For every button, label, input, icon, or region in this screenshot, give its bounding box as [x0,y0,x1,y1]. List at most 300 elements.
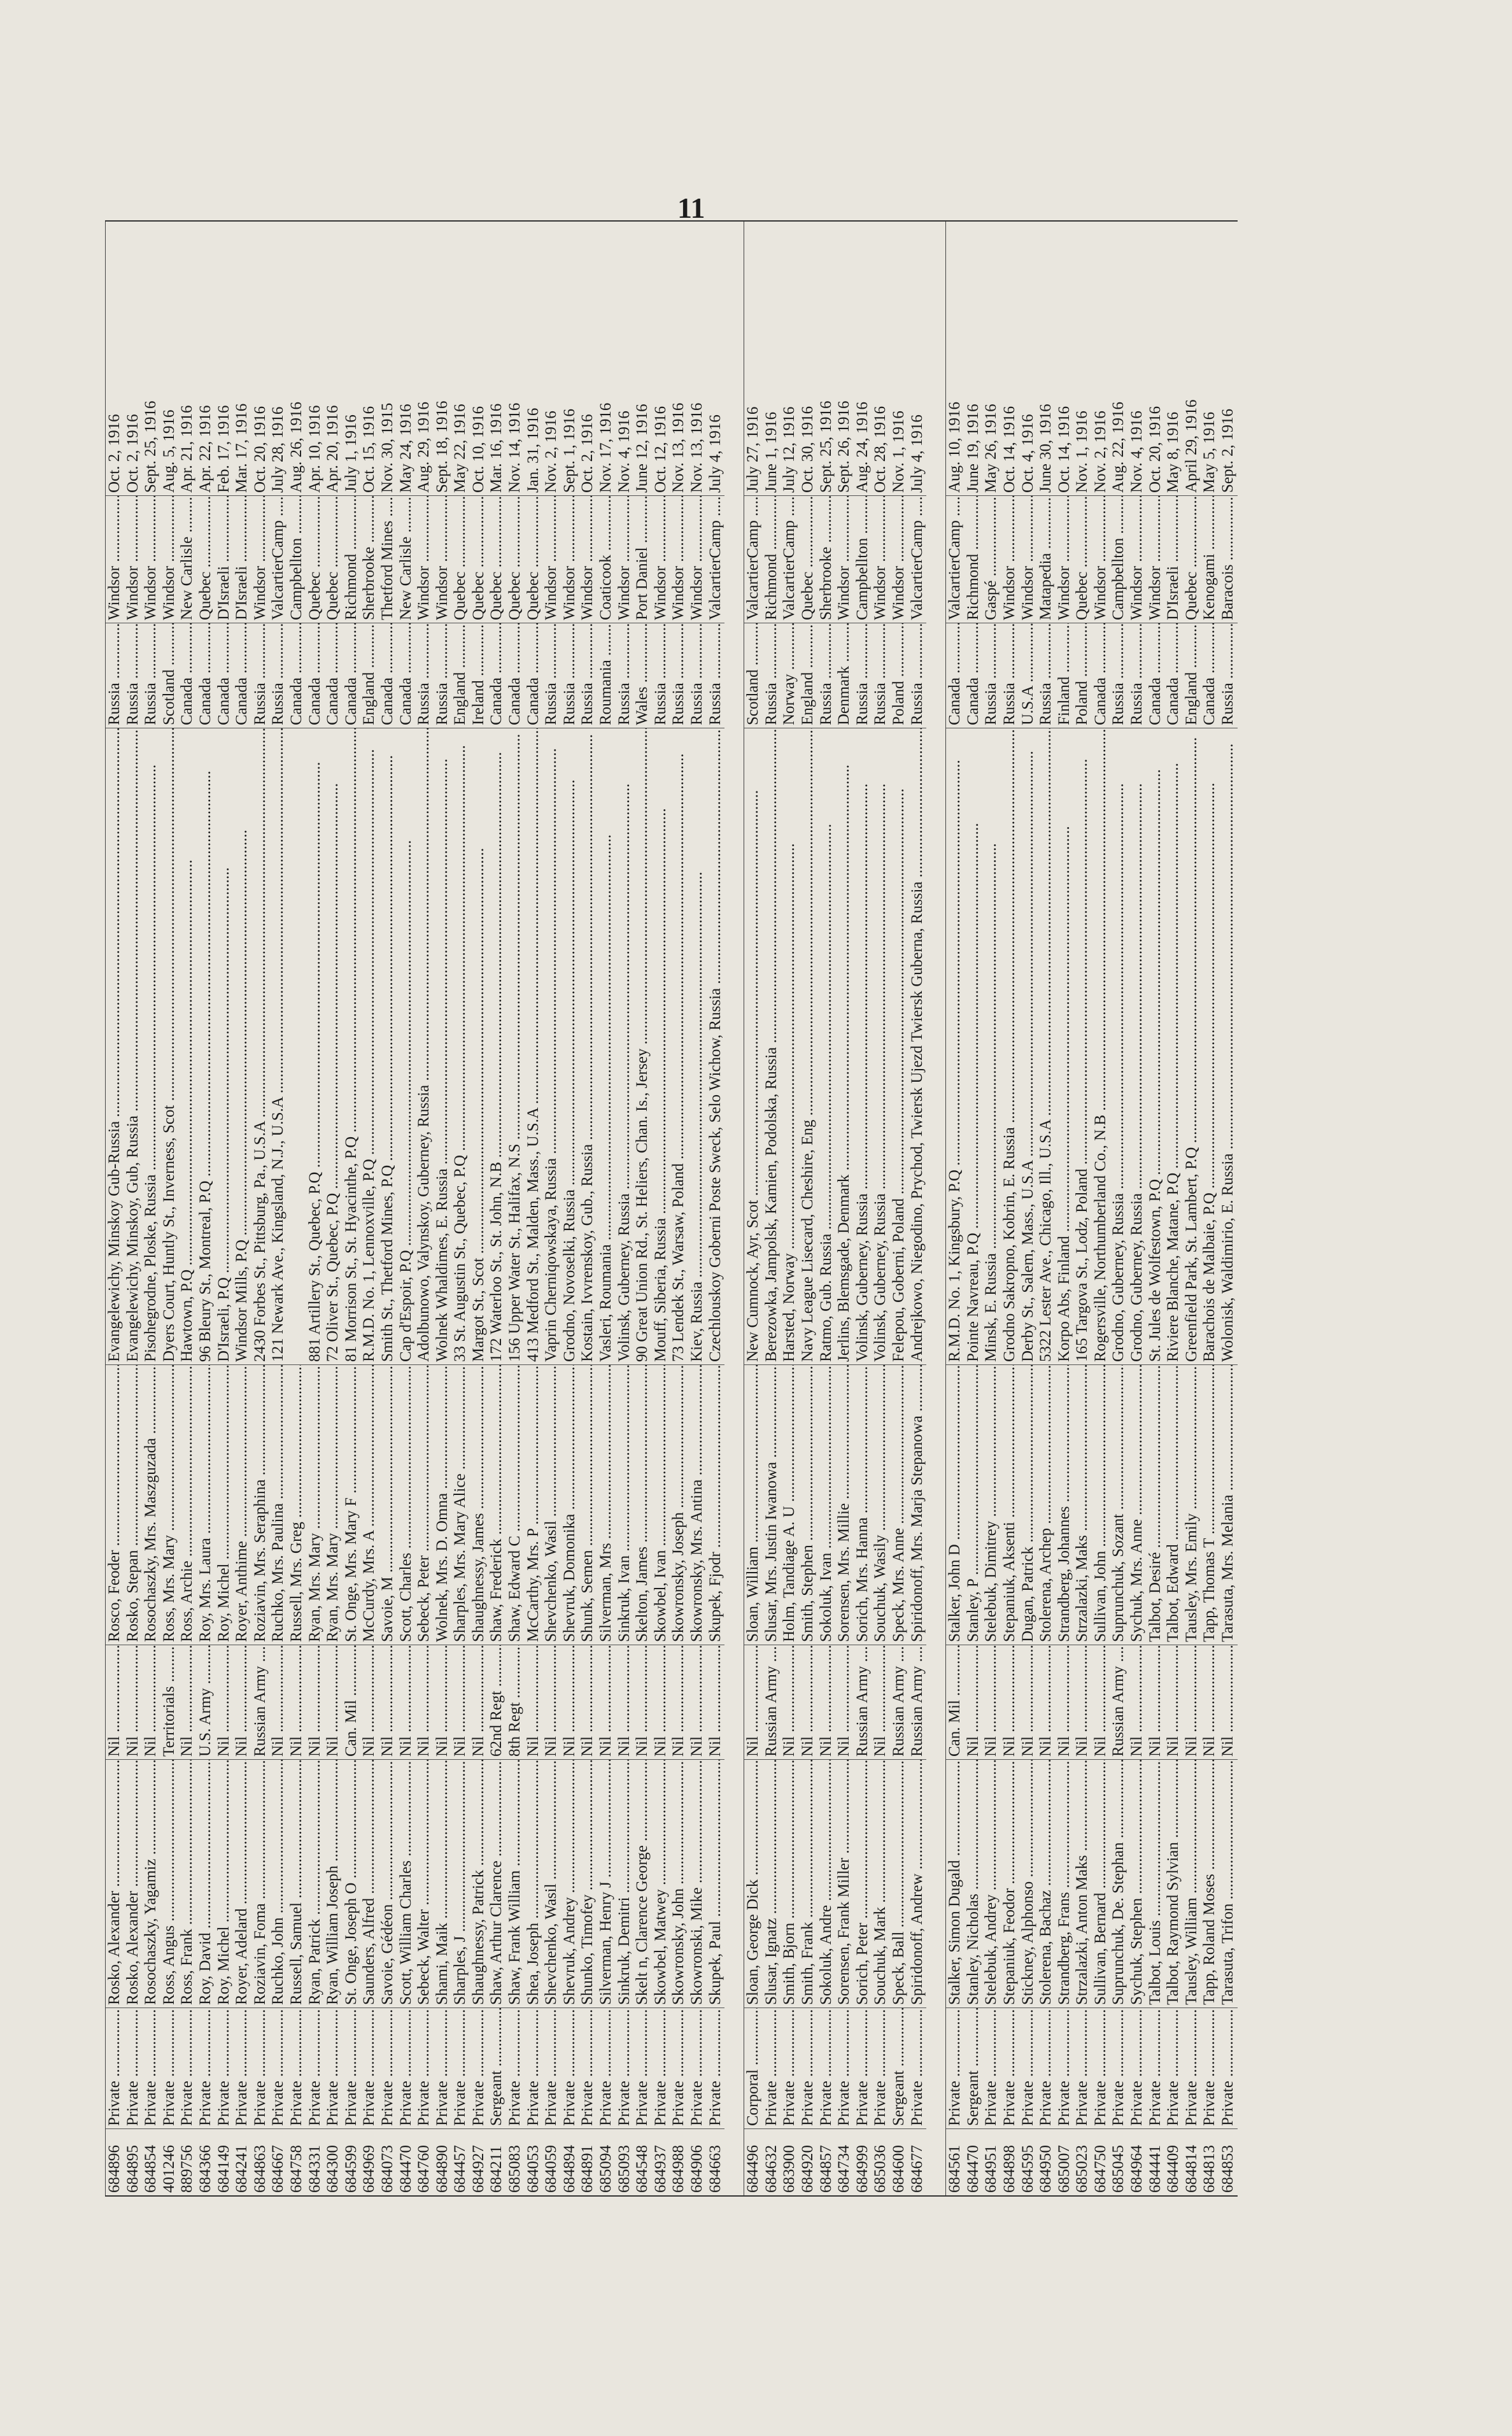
rank-cell: Private ..... [178,2008,197,2128]
previous-service-cell: Nil ..... [982,1645,1001,1759]
table-row [1128,222,1147,2195]
previous-service-cell: Nil ..... [415,1645,434,1759]
previous-service-cell: Nil ..... [1164,1645,1183,1759]
address-cell: Ratmo, Gub. Russia ..... [817,728,836,1364]
table-row [1019,222,1038,2195]
country-of-birth-cell: Russia ..... [652,623,670,728]
table-row [434,222,452,2195]
soldier-name-cell: Sinkruk, Demitri ..... [616,1759,634,2008]
rank-cell: Private ..... [1092,2008,1110,2128]
next-of-kin-cell: Sloan, William ..... [744,1364,763,1645]
next-of-kin-cell: Shaw, Frederick ..... [488,1364,506,1645]
next-of-kin-cell: Strzalazki, Maks ..... [1073,1364,1092,1645]
place-of-enlistment-cell: Quebec ..... [525,495,543,623]
rank-cell: Private ..... [306,2008,325,2128]
place-of-enlistment-cell: ValcartierCamp ..... [946,495,964,623]
table-row [854,222,872,2195]
soldier-name-cell: Shevchenko, Wasil ..... [542,1759,561,2008]
regimental-number-cell: 684734 [835,2128,854,2195]
rank-cell: Private ..... [1056,2008,1074,2128]
next-of-kin-cell: Slusar, Mrs. Justin Iwanowa ..... [763,1364,781,1645]
country-of-birth-cell: England ..... [360,623,379,728]
date-of-enlistment-cell: Oct. 10, 1916 [469,406,487,493]
country-of-birth-cell: Russia ..... [124,623,143,728]
place-of-enlistment-cell: Quebec ..... [1183,495,1201,623]
country-of-birth-cell: Canada ..... [215,623,234,728]
place-of-enlistment-cell: ValcartierCamp ..... [781,495,799,623]
rank-cell: Private ..... [854,2008,872,2128]
rank-cell: Private ..... [160,2008,179,2128]
country-of-birth-cell: Russia ..... [1219,623,1238,728]
country-of-birth-cell: Russia ..... [542,623,561,728]
soldier-name-cell: Skupek, Paul ..... [707,1759,725,2008]
regimental-number-cell: 684927 [470,2128,488,2195]
address-cell: Felepou, Goberni, Poland ..... [890,728,908,1364]
address-cell: Volinsk, Guberney, Russia ..... [872,728,890,1364]
address-cell: Kostain, Ivvrenskoy, Gub., Russia ..... [579,728,597,1364]
address-cell: Navy League Lisecard, Cheshire, Eng ..... [799,728,817,1364]
next-of-kin-cell: Shevchenko, Wasil ..... [542,1364,561,1645]
place-of-enlistment-cell: ValcartierCamp ..... [744,495,763,623]
country-of-birth-cell: Canada ..... [343,623,361,728]
soldier-name-cell: Scott, William Charles ..... [397,1759,416,2008]
address-cell: 881 Artillery St., Quebec, P.Q ..... [306,728,325,1364]
next-of-kin-cell: Roziavin, Mrs. Seraphina ..... [251,1364,270,1645]
place-of-enlistment-cell: Windsor ..... [1147,495,1165,623]
next-of-kin-cell: Scott, Charles ..... [397,1364,416,1645]
next-of-kin-cell: Tarasuta, Mrs. Melania ..... [1219,1364,1238,1645]
address-cell: Korpo Abs, Finland ..... [1056,728,1074,1364]
date-of-enlistment-cell: Sept. 2, 1916 [1219,409,1237,493]
next-of-kin-cell: Rosko, Stepan ..... [124,1364,143,1645]
previous-service-cell: Nil ..... [1201,1645,1219,1759]
date-of-enlistment-cell: Jan. 31, 1916 [524,407,542,493]
soldier-name-cell: Rosochaszky, Yagamiz ..... [142,1759,160,2008]
next-of-kin-cell: Sebeck, Peter ..... [415,1364,434,1645]
table-row [982,222,1001,2195]
soldier-name-cell: Silverman, Henry J ..... [597,1759,616,2008]
country-of-birth-cell: Russia ..... [982,623,1001,728]
rank-cell: Private ..... [835,2008,854,2128]
previous-service-cell: Nil ..... [1092,1645,1110,1759]
country-of-birth-cell: Russia ..... [106,623,124,728]
next-of-kin-cell: Stalker, John D ..... [946,1364,964,1645]
previous-service-cell: Nil ..... [324,1645,343,1759]
previous-service-cell: Nil ..... [379,1645,397,1759]
regimental-number-cell: 684896 [106,2128,124,2195]
regimental-number-cell: 684470 [964,2128,983,2195]
next-of-kin-cell: Talbot, Desiré ..... [1147,1364,1165,1645]
place-of-enlistment-cell: Sherbrooke ..... [360,495,379,623]
soldier-name-cell: Sloan, George Dick ..... [744,1759,763,2008]
soldier-name-cell: Souchuk, Mark ..... [872,1759,890,2008]
country-of-birth-cell: Russia ..... [251,623,270,728]
regimental-number-cell: 684548 [633,2128,652,2195]
previous-service-cell: Nil ..... [1037,1645,1056,1759]
roster-group [744,222,926,2195]
date-of-enlistment-cell: Sept. 18, 1916 [433,400,451,493]
next-of-kin-cell: Tausley, Mrs. Emily ..... [1183,1364,1201,1645]
next-of-kin-cell: Savoie, M ..... [379,1364,397,1645]
next-of-kin-cell: Sorensen, Mrs. Millie ..... [835,1364,854,1645]
place-of-enlistment-cell: Matapedia ..... [1037,495,1056,623]
country-of-birth-cell: Finland ..... [1056,623,1074,728]
rank-cell: Private ..... [360,2008,379,2128]
rank-cell: Private ..... [434,2008,452,2128]
next-of-kin-cell: Holm, Tandiage A. U ..... [781,1364,799,1645]
previous-service-cell: U.S. Army ..... [197,1645,215,1759]
table-row [451,222,470,2195]
regimental-number-cell: 684814 [1183,2128,1201,2195]
place-of-enlistment-cell: New Carlisle ..... [397,495,416,623]
address-cell: St. Jules de Wolfestown, P.Q ..... [1147,728,1165,1364]
nominal-roll-table [105,220,1238,2197]
country-of-birth-cell: Denmark ..... [835,623,854,728]
soldier-name-cell: Sebeck, Walter ..... [415,1759,434,2008]
address-cell: Mouff, Siberia, Russia ..... [652,728,670,1364]
country-of-birth-cell: Russia ..... [817,623,836,728]
address-cell: Wolnek Whaldimes, E. Russia ..... [434,728,452,1364]
rank-cell: Sergeant ..... [890,2008,908,2128]
date-of-enlistment-cell: Oct. 28, 1916 [872,406,889,493]
soldier-name-cell: Skowronsky, John ..... [670,1759,688,2008]
rank-cell: Private ..... [324,2008,343,2128]
next-of-kin-cell: Skowronsky, Joseph ..... [670,1364,688,1645]
table-row [142,222,160,2195]
table-row [1201,222,1219,2195]
rank-cell: Private ..... [1019,2008,1038,2128]
date-of-enlistment-cell: June 19, 1916 [964,404,982,493]
address-cell: Grodno, Guberney, Russia ..... [1128,728,1147,1364]
address-cell [288,728,306,1364]
place-of-enlistment-cell: Quebec ..... [470,495,488,623]
next-of-kin-cell: Sullivan, John ..... [1092,1364,1110,1645]
address-cell: New Cumnock, Ayr, Scot ..... [744,728,763,1364]
regimental-number-cell: 685094 [597,2128,616,2195]
soldier-name-cell: Rosko, Alexander ..... [124,1759,143,2008]
next-of-kin-cell: Skowbel, Ivan ..... [652,1364,670,1645]
rank-cell: Private ..... [542,2008,561,2128]
next-of-kin-cell: Skelton, James ..... [633,1364,652,1645]
regimental-number-cell: 684937 [652,2128,670,2195]
table-row [470,222,488,2195]
regimental-number-cell: 401246 [160,2128,179,2195]
place-of-enlistment-cell: Richmond ..... [343,495,361,623]
date-of-enlistment-cell: July 12, 1916 [781,406,798,493]
previous-service-cell: Russian Army ..... [908,1645,927,1759]
date-of-enlistment-cell: Oct. 14, 1916 [1055,406,1073,493]
regimental-number-cell: 684073 [379,2128,397,2195]
address-cell: D'Israeli, P.Q ..... [215,728,234,1364]
rank-cell: Private ..... [817,2008,836,2128]
country-of-birth-cell: Russia ..... [415,623,434,728]
address-cell: Riviere Blanche, Matane, P.Q ..... [1164,728,1183,1364]
rank-cell: Sergeant ..... [964,2008,983,2128]
rank-cell: Private ..... [652,2008,670,2128]
rank-cell: Private ..... [343,2008,361,2128]
date-of-enlistment-cell: Apr. 10, 1916 [306,405,323,493]
regimental-number-cell: 684895 [124,2128,143,2195]
regimental-number-cell: 685093 [616,2128,634,2195]
previous-service-cell: Nil ..... [1001,1645,1019,1759]
country-of-birth-cell: Canada ..... [379,623,397,728]
date-of-enlistment-cell: May 5, 1916 [1201,411,1219,493]
address-cell: Rogersville, Northumberland Co., N.B ..... [1092,728,1110,1364]
previous-service-cell: Nil ..... [106,1645,124,1759]
table-row [1183,222,1201,2195]
date-of-enlistment-cell: May 26, 1916 [982,404,1000,493]
country-of-birth-cell: Russia ..... [1037,623,1056,728]
address-cell: Berezowka, Jampolsk, Kamien, Podolska, Russia ..... [763,728,781,1364]
previous-service-cell: Nil ..... [781,1645,799,1759]
previous-service-cell: Nil ..... [288,1645,306,1759]
country-of-birth-cell: England ..... [799,623,817,728]
regimental-number-cell: 684053 [525,2128,543,2195]
table-row [872,222,890,2195]
previous-service-cell: Nil ..... [142,1645,160,1759]
soldier-name-cell: Stalker, Simon Dugald ..... [946,1759,964,2008]
soldier-name-cell: Ross, Frank ..... [178,1759,197,2008]
regimental-number-cell: 684857 [817,2128,836,2195]
next-of-kin-cell: Russell, Mrs. Greg ..... [288,1364,306,1645]
soldier-name-cell: Ross, Angus ..... [160,1759,179,2008]
address-cell: 96 Bleury St., Montreal, P.Q ..... [197,728,215,1364]
next-of-kin-cell: Sychuk, Mrs. Anne ..... [1128,1364,1147,1645]
place-of-enlistment-cell: Windsor ..... [251,495,270,623]
previous-service-cell: Nil ..... [1128,1645,1147,1759]
regimental-number-cell: 684890 [434,2128,452,2195]
soldier-name-cell: Stolerena, Bachaz ..... [1037,1759,1056,2008]
soldier-name-cell: Skowbel, Matwey ..... [652,1759,670,2008]
country-of-birth-cell: Russia ..... [561,623,579,728]
address-cell: Kiev, Russia ..... [688,728,707,1364]
rank-cell: Private ..... [470,2008,488,2128]
date-of-enlistment-cell: Feb. 17, 1916 [215,405,232,493]
address-cell: R.M.D. No. 1, Kingsbury, P.Q ..... [946,728,964,1364]
table-row [215,222,234,2195]
table-row [763,222,781,2195]
previous-service-cell: Nil ..... [124,1645,143,1759]
place-of-enlistment-cell: Quebec ..... [324,495,343,623]
place-of-enlistment-cell: Baracois ..... [1219,495,1238,623]
date-of-enlistment-cell: June 12, 1916 [633,404,651,493]
next-of-kin-cell: St. Onge, Mrs. Mary F ..... [343,1364,361,1645]
place-of-enlistment-cell: ValcartierCamp ..... [908,495,927,623]
regimental-number-cell: 684964 [1128,2128,1147,2195]
previous-service-cell: Nil ..... [872,1645,890,1759]
rank-cell: Private ..... [233,2008,251,2128]
regimental-number-cell: 684750 [1092,2128,1110,2195]
address-cell: 33 St. Augustin St., Quebec, P.Q ..... [451,728,470,1364]
previous-service-cell: Nil ..... [178,1645,197,1759]
place-of-enlistment-cell: Quebec ..... [451,495,470,623]
address-cell: 172 Waterloo St., St. John, N.B ..... [488,728,506,1364]
soldier-name-cell: Sokoluk, Andre ..... [817,1759,836,2008]
date-of-enlistment-cell: Oct. 12, 1916 [651,406,669,493]
next-of-kin-cell: Sokoluk, Ivan ..... [817,1364,836,1645]
address-cell: 413 Medford St., Malden, Mass., U.S.A ..... [525,728,543,1364]
country-of-birth-cell: Russia ..... [616,623,634,728]
next-of-kin-cell: Suprunchuk, Sozant ..... [1110,1364,1128,1645]
date-of-enlistment-cell: Aug. 10, 1916 [946,401,964,493]
next-of-kin-cell: McCurdy, Mrs. A ..... [360,1364,379,1645]
rank-cell: Private ..... [908,2008,927,2128]
place-of-enlistment-cell: Richmond ..... [763,495,781,623]
regimental-number-cell: 684561 [946,2128,964,2195]
next-of-kin-cell: Ross, Archie ..... [178,1364,197,1645]
previous-service-cell: Nil ..... [1019,1645,1038,1759]
previous-service-cell: Nil ..... [707,1645,725,1759]
place-of-enlistment-cell: Windsor ..... [890,495,908,623]
next-of-kin-cell: Stolerena, Archep ..... [1037,1364,1056,1645]
soldier-name-cell: Speck, Ball ..... [890,1759,908,2008]
rank-cell: Private ..... [142,2008,160,2128]
soldier-name-cell: Strzalazki, Anton Maks ..... [1073,1759,1092,2008]
regimental-number-cell: 685023 [1073,2128,1092,2195]
address-cell: Volinsk, Guberney, Russia ..... [616,728,634,1364]
address-cell: Jerlins, Blemsgade, Denmark ..... [835,728,854,1364]
table-row [633,222,652,2195]
rank-cell: Private ..... [688,2008,707,2128]
date-of-enlistment-cell: Apr. 20, 1916 [324,405,342,493]
address-cell: Czechlouskoy Goberni Poste Sweck, Selo Wichow, Russia ..... [707,728,725,1364]
rank-cell: Corporal ..... [744,2008,763,2128]
table-row [251,222,270,2195]
previous-service-cell: Nil ..... [1073,1645,1092,1759]
soldier-name-cell: Ryan, Patrick ..... [306,1759,325,2008]
regimental-number-cell: 684863 [251,2128,270,2195]
table-row [616,222,634,2195]
table-row [1037,222,1056,2195]
soldier-name-cell: Sychuk, Stephen ..... [1128,1759,1147,2008]
rank-cell: Private ..... [616,2008,634,2128]
previous-service-cell: Nil ..... [835,1645,854,1759]
rank-cell: Private ..... [1110,2008,1128,2128]
place-of-enlistment-cell: Thetford Mines ..... [379,495,397,623]
regimental-number-cell: 684813 [1201,2128,1219,2195]
place-of-enlistment-cell: Kenogami ..... [1201,495,1219,623]
soldier-name-cell: Talbot, Louis ..... [1147,1759,1165,2008]
table-row [835,222,854,2195]
place-of-enlistment-cell: Windsor ..... [688,495,707,623]
rank-cell: Private ..... [415,2008,434,2128]
previous-service-cell: Nil ..... [233,1645,251,1759]
regimental-number-cell: 684988 [670,2128,688,2195]
place-of-enlistment-cell: Windsor ..... [160,495,179,623]
soldier-name-cell: Russell, Samuel ..... [288,1759,306,2008]
rank-cell: Private ..... [106,2008,124,2128]
rank-cell: Private ..... [597,2008,616,2128]
place-of-enlistment-cell: Gaspé ..... [982,495,1001,623]
next-of-kin-cell: Strandberg, Johannes ..... [1056,1364,1074,1645]
regimental-number-cell: 685083 [506,2128,525,2195]
country-of-birth-cell: Canada ..... [306,623,325,728]
date-of-enlistment-cell: Oct. 2, 1916 [124,414,141,493]
country-of-birth-cell: Russia ..... [1110,623,1128,728]
regimental-number-cell: 684300 [324,2128,343,2195]
next-of-kin-cell: Silverman, Mrs ..... [597,1364,616,1645]
place-of-enlistment-cell: Windsor ..... [1128,495,1147,623]
place-of-enlistment-cell: D'Israeli ..... [215,495,234,623]
place-of-enlistment-cell: Campbellton ..... [854,495,872,623]
next-of-kin-cell: Shaw, Edward C ..... [506,1364,525,1645]
country-of-birth-cell: Russia ..... [763,623,781,728]
previous-service-cell: Nil ..... [306,1645,325,1759]
previous-service-cell: Nil ..... [1183,1645,1201,1759]
previous-service-cell: Territorials ..... [160,1645,179,1759]
regimental-number-cell: 684951 [982,2128,1001,2195]
place-of-enlistment-cell: Windsor ..... [652,495,670,623]
date-of-enlistment-cell: Oct. 4, 1916 [1019,414,1036,493]
date-of-enlistment-cell: Sept. 25, 1916 [817,400,835,493]
address-cell: Vaprin Cherniqowskaya, Russia ..... [542,728,561,1364]
regimental-number-cell: 684894 [561,2128,579,2195]
rank-cell: Private ..... [946,2008,964,2128]
next-of-kin-cell: Stelebuk, Dimitrey ..... [982,1364,1001,1645]
place-of-enlistment-cell: Windsor ..... [561,495,579,623]
date-of-enlistment-cell: Nov. 2, 1916 [1091,411,1109,493]
rank-cell: Private ..... [288,2008,306,2128]
table-row [964,222,983,2195]
place-of-enlistment-cell: Windsor ..... [124,495,143,623]
place-of-enlistment-cell: Port Daniel ..... [633,495,652,623]
soldier-name-cell: Talbot, Raymond Sylvian ..... [1164,1759,1183,2008]
date-of-enlistment-cell: July 4, 1916 [908,414,926,493]
address-cell: Greenfield Park, St. Lambert, P.Q ..... [1183,728,1201,1364]
table-row [124,222,143,2195]
soldier-name-cell: Saunders, Alfred ..... [360,1759,379,2008]
soldier-name-cell: Shaughnessy, Patrick ..... [470,1759,488,2008]
country-of-birth-cell: England ..... [451,623,470,728]
table-row [269,222,288,2195]
table-row [160,222,179,2195]
table-row [946,222,964,2195]
soldier-name-cell: Tarasuta, Trifon ..... [1219,1759,1238,2008]
next-of-kin-cell: Roy, Mrs. Laura ..... [197,1364,215,1645]
rank-cell: Private ..... [379,2008,397,2128]
country-of-birth-cell: Russia ..... [269,623,288,728]
next-of-kin-cell: Stepaniuk, Aksenti ..... [1001,1364,1019,1645]
country-of-birth-cell: Canada ..... [197,623,215,728]
date-of-enlistment-cell: Nov. 13, 1916 [688,402,705,493]
table-row [525,222,543,2195]
previous-service-cell: Can. Mil ..... [343,1645,361,1759]
table-row [1056,222,1074,2195]
rank-cell: Private ..... [670,2008,688,2128]
place-of-enlistment-cell: Quebec ..... [506,495,525,623]
country-of-birth-cell: Canada ..... [288,623,306,728]
table-row [579,222,597,2195]
next-of-kin-cell: Rosco, Feoder ..... [106,1364,124,1645]
place-of-enlistment-cell: D'Israeli ..... [1164,495,1183,623]
soldier-name-cell: Smith, Bjorn ..... [781,1759,799,2008]
table-row [288,222,306,2195]
previous-service-cell: Nil ..... [597,1645,616,1759]
rank-cell: Private ..... [781,2008,799,2128]
regimental-number-cell: 684241 [233,2128,251,2195]
place-of-enlistment-cell: Windsor ..... [1001,495,1019,623]
soldier-name-cell: Roziavin, Foma ..... [251,1759,270,2008]
next-of-kin-cell: Ryan, Mrs. Mary ..... [306,1364,325,1645]
address-cell: Cap d'Espoir, P.Q ..... [397,728,416,1364]
previous-service-cell: Nil ..... [360,1645,379,1759]
next-of-kin-cell: Ruchko, Mrs. Paulina ..... [269,1364,288,1645]
country-of-birth-cell: Canada ..... [964,623,983,728]
regimental-number-cell: 684891 [579,2128,597,2195]
country-of-birth-cell: Canada ..... [1201,623,1219,728]
country-of-birth-cell: Russia ..... [1001,623,1019,728]
country-of-birth-cell: Canada ..... [506,623,525,728]
